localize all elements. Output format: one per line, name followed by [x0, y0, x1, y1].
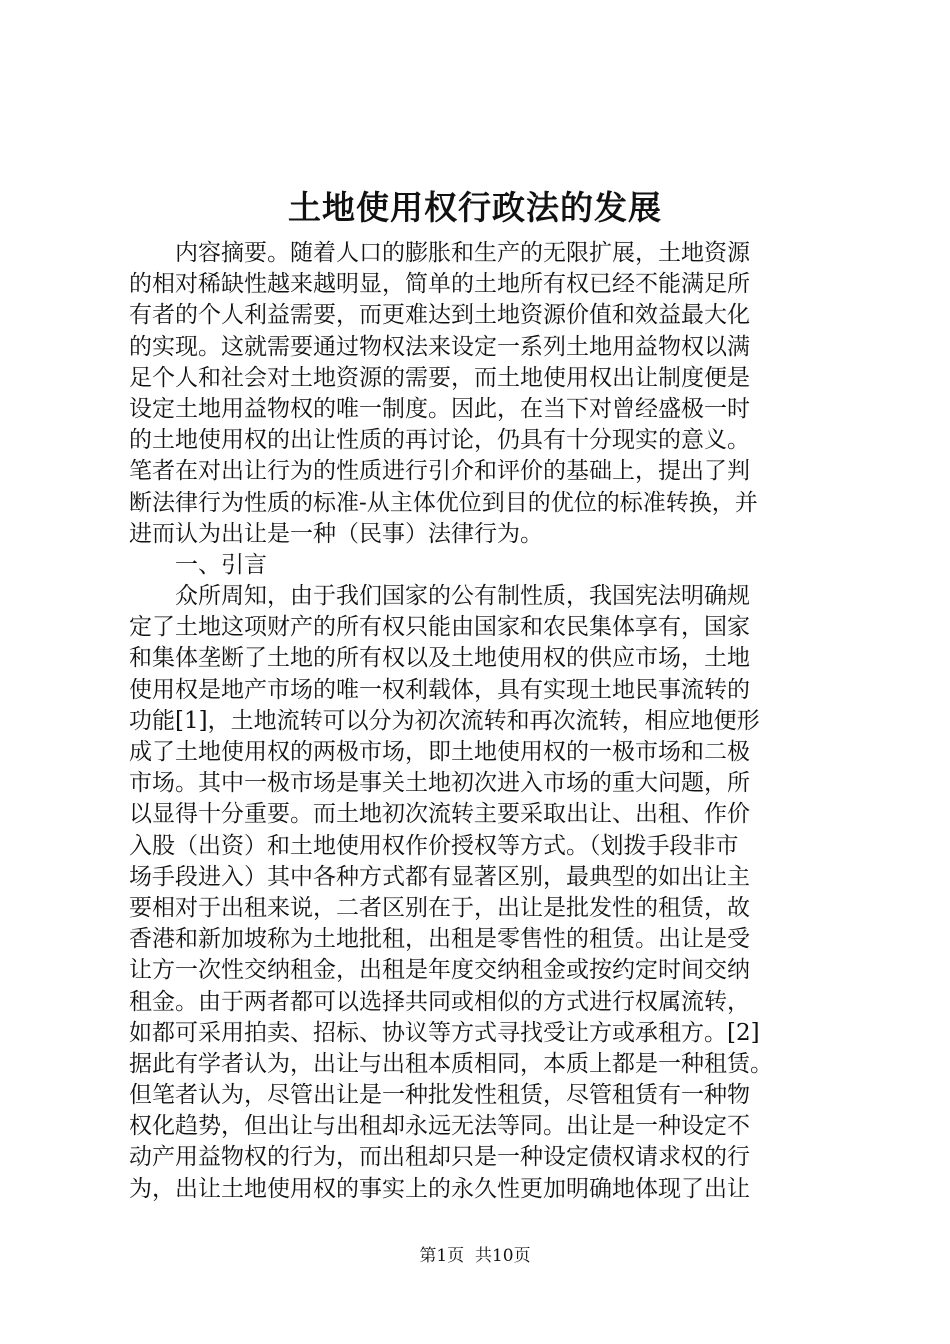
body-line: 足个人和社会对土地资源的需要，而土地使用权出让制度便是: [129, 364, 750, 391]
body-line: 和集体垄断了土地的所有权以及土地使用权的供应市场，土地: [129, 645, 750, 672]
body-line: 为，出让土地使用权的事实上的永久性更加明确地体现了出让: [129, 1175, 750, 1202]
body-line: 如都可采用拍卖、招标、协议等方式寻找受让方或承租方。[2]: [129, 1019, 760, 1046]
body-line: 但笔者认为，尽管出让是一种批发性租赁，尽管租赁有一种物: [129, 1082, 750, 1109]
body-line: 定了土地这项财产的所有权只能由国家和农民集体享有，国家: [129, 614, 750, 641]
body-line: 据此有学者认为，出让与出租本质相同，本质上都是一种租赁。: [129, 1050, 773, 1077]
body-line: 动产用益物权的行为，而出租却只是一种设定债权请求权的行: [129, 1144, 750, 1171]
body-line: 以显得十分重要。而土地初次流转主要采取出让、出租、作价: [129, 801, 750, 828]
body-line: 权化趋势，但出让与出租却永远无法等同。出让是一种设定不: [129, 1113, 750, 1140]
section-heading: 一、引言: [129, 551, 267, 578]
body-line: 的实现。这就需要通过物权法来设定一系列土地用益物权以满: [129, 333, 750, 360]
body-line: 进而认为出让是一种（民事）法律行为。: [129, 520, 543, 547]
body-line: 场手段进入）其中各种方式都有显著区别，最典型的如出让主: [129, 863, 750, 890]
body-line: 设定土地用益物权的唯一制度。因此，在当下对曾经盛极一时: [129, 395, 750, 422]
body-line: 让方一次性交纳租金，出租是年度交纳租金或按约定时间交纳: [129, 957, 750, 984]
body-line: 要相对于出租来说，二者区别在于，出让是批发性的租赁，故: [129, 894, 750, 921]
body-line: 功能[1]，土地流转可以分为初次流转和再次流转，相应地便形: [129, 707, 760, 734]
body-line: 市场。其中一极市场是事关土地初次进入市场的重大问题，所: [129, 770, 750, 797]
body-line: 的相对稀缺性越来越明显，简单的土地所有权已经不能满足所: [129, 271, 750, 298]
body-line: 断法律行为性质的标准-从主体优位到目的优位的标准转换，并: [129, 489, 758, 516]
body-line: 成了土地使用权的两极市场，即土地使用权的一极市场和二极: [129, 739, 750, 765]
body-line: 使用权是地产市场的唯一权利载体，具有实现土地民事流转的: [129, 676, 750, 703]
body-line: 租金。由于两者都可以选择共同或相似的方式进行权属流转，: [129, 988, 750, 1015]
body-line: 有者的个人利益需要，而更难达到土地资源价值和效益最大化: [129, 302, 750, 329]
document-body: [129, 238, 835, 1205]
body-line: 的土地使用权的出让性质的再讨论，仍具有十分现实的意义。: [129, 427, 750, 454]
page-footer: 第1页 共10页: [419, 1246, 531, 1266]
body-line: 内容摘要。随着人口的膨胀和生产的无限扩展，土地资源: [129, 240, 750, 266]
body-line: 入股（出资）和土地使用权作价授权等方式。（划拨手段非市: [129, 832, 739, 859]
body-line: 众所周知，由于我们国家的公有制性质，我国宪法明确规: [129, 583, 750, 610]
body-line: 笔者在对出让行为的性质进行引介和评价的基础上，提出了判: [129, 458, 750, 485]
body-line: 香港和新加坡称为土地批租，出租是零售性的租赁。出让是受: [129, 926, 750, 953]
document-title: 土地使用权行政法的发展: [288, 188, 662, 227]
